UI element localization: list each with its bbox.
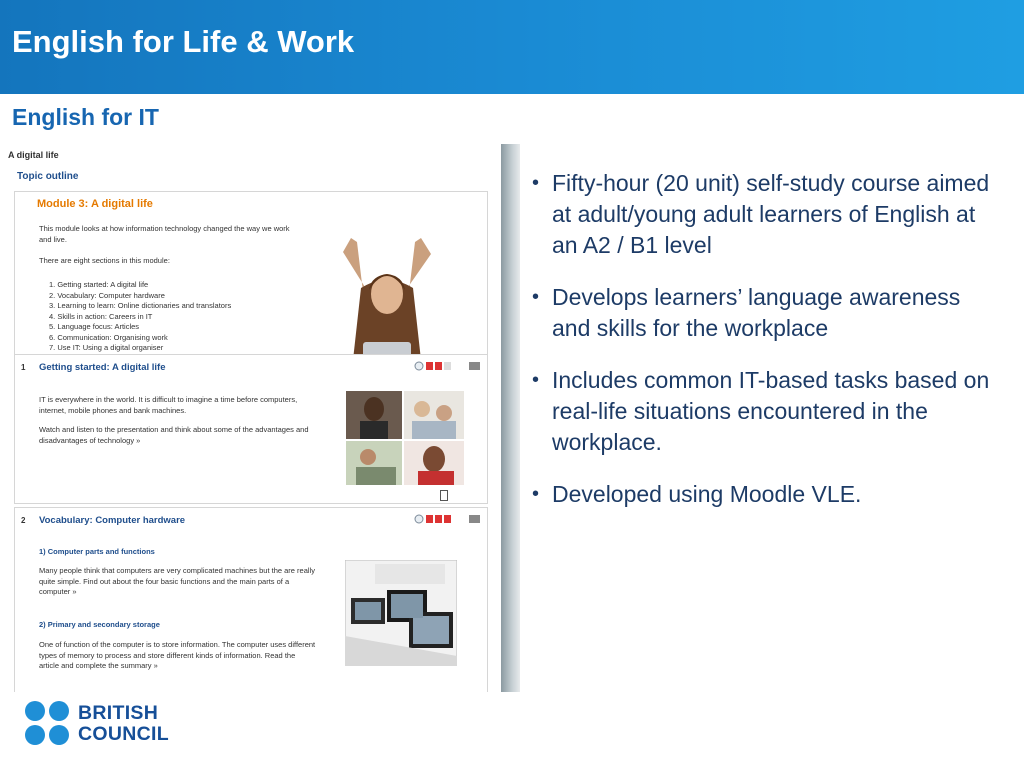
- description-line: types of memory to process and store different kinds of information. Read the: [39, 650, 296, 660]
- module-panel: [14, 191, 488, 360]
- section-title[interactable]: Vocabulary: Computer hardware: [39, 515, 186, 526]
- progress-icons: [414, 514, 484, 524]
- subsection-description: [39, 566, 315, 598]
- slide-subtitle: English for IT: [12, 104, 159, 130]
- section-list-item[interactable]: 5. Language focus: Articles: [49, 322, 140, 331]
- slide-title: English for Life & Work: [12, 24, 355, 59]
- description-line: IT is everywhere in the world. It is difficult to imagine a time before computers,: [39, 395, 298, 404]
- course-screenshot: [8, 144, 520, 692]
- bullet-item: • Includes common IT-based tasks based on real-life situations encountered in the workplace.: [532, 365, 1002, 458]
- bullet-item: • Fifty-hour (20 unit) self-study course aimed at adult/young adult learners of English at an A2 / B1 level: [532, 168, 1002, 261]
- section-number: 2: [21, 516, 26, 525]
- module-intro: [39, 224, 290, 245]
- description-line[interactable]: disadvantages of technology »: [39, 435, 141, 445]
- section-list-item[interactable]: 1. Getting started: A digital life: [49, 280, 149, 289]
- people-collage-photo: [346, 391, 464, 485]
- section-list-item[interactable]: 6. Communication: Organising work: [49, 332, 168, 342]
- module-title: Module 3: A digital life: [37, 198, 153, 210]
- description-line: internet, mobile phones and bank machines.: [39, 405, 187, 415]
- section-list: [49, 280, 231, 354]
- section-panel-getting-started: [14, 354, 488, 504]
- module-intro-line: This module looks at how information technology changed the way we work: [39, 224, 290, 233]
- sections-intro: There are eight sections in this module:: [39, 256, 170, 265]
- description-line[interactable]: article and complete the summary »: [39, 661, 158, 670]
- section-number: 1: [21, 363, 26, 372]
- module-intro-line: and live.: [39, 234, 67, 244]
- small-box-icon: [440, 490, 448, 501]
- subsection-description: [39, 640, 315, 672]
- section-list-item[interactable]: 7. Use IT: Using a digital organiser: [49, 343, 164, 352]
- screenshot-edge-bar: [501, 144, 520, 692]
- section-description: [39, 395, 297, 416]
- logo-wordmark: [78, 703, 169, 745]
- progress-icons: [414, 361, 484, 371]
- section-description-2: [39, 425, 309, 446]
- section-list-item[interactable]: 2. Vocabulary: Computer hardware: [49, 290, 165, 300]
- subsection-title[interactable]: 2) Primary and secondary storage: [39, 620, 160, 629]
- description-line: Many people think that computers are very complicated machines but the are really: [39, 566, 315, 575]
- description-line: quite simple. Find out about the four basic functions and the main parts of a: [39, 576, 290, 586]
- breadcrumb: A digital life: [8, 150, 59, 160]
- section-list-item[interactable]: 3. Learning to learn: Online dictionaries and translators: [49, 301, 232, 310]
- computer-lab-photo: [345, 560, 457, 666]
- bullet-item: • Develops learners’ language awareness and skills for the workplace: [532, 282, 1002, 344]
- bullet-list: [532, 168, 1002, 531]
- subsection-title[interactable]: 1) Computer parts and functions: [39, 547, 155, 556]
- logo-line: BRITISH: [78, 702, 159, 724]
- logo-line: COUNCIL: [78, 723, 169, 745]
- section-title[interactable]: Getting started: A digital life: [39, 362, 166, 373]
- section-list-item[interactable]: 4. Skills in action: Careers in IT: [49, 311, 153, 321]
- topic-outline-heading: Topic outline: [17, 171, 79, 182]
- description-line: Watch and listen to the presentation and think about some of the advantages and: [39, 425, 309, 434]
- description-line[interactable]: computer »: [39, 587, 77, 596]
- excited-woman-photo: [333, 232, 441, 360]
- section-panel-vocabulary: [14, 507, 488, 692]
- description-line: One of function of the computer is to store information. The computer uses different: [39, 640, 316, 649]
- bullet-item: • Developed using Moodle VLE.: [532, 479, 1002, 510]
- header-bar: [0, 0, 1024, 94]
